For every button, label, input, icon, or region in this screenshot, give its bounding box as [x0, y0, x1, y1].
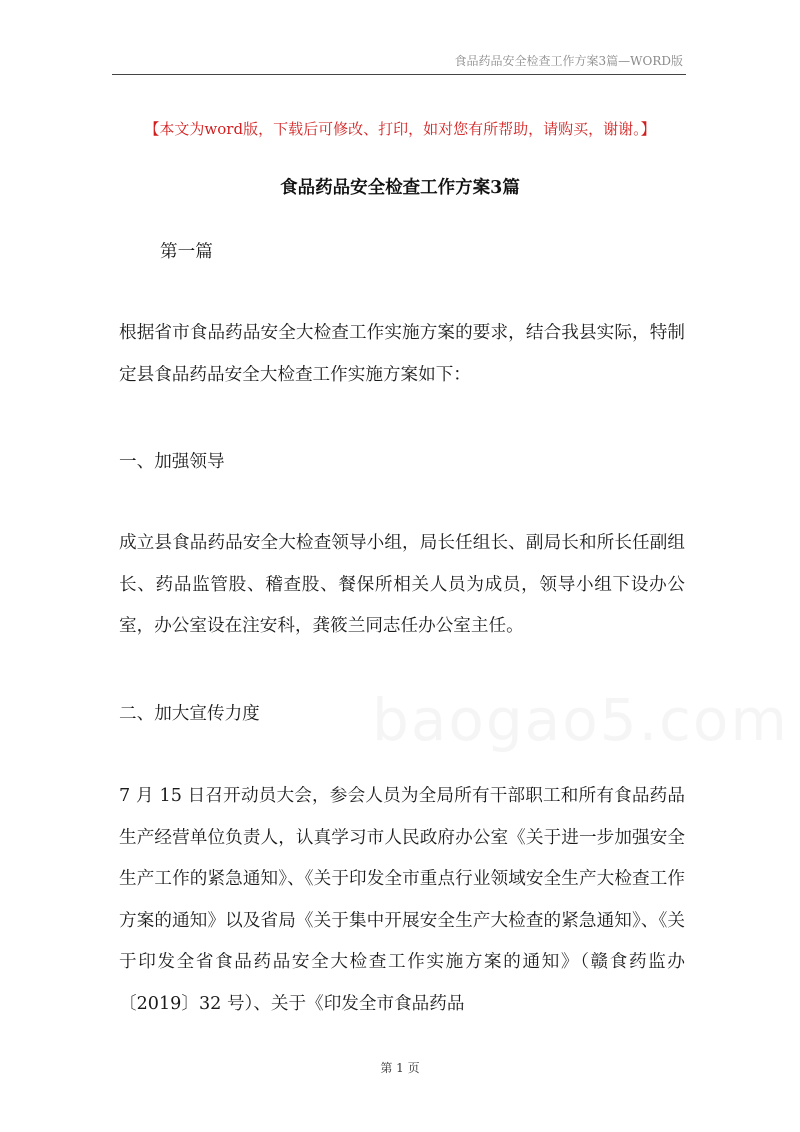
heading-strengthen-leadership: 一、加强领导: [119, 452, 225, 472]
publicity-paragraph: 7 月 15 日召开动员大会，参会人员为全局所有干部职工和所有食品药品生产经营单位负责人，认真学习市人民政府办公室《关于进一步加强安全生产工作的紧急通知》、《关于印发全市重点行业领域安全生产大检查工作方案的通知》以及省局《关于集中开展安全生产大检查的紧急通知》、《关于印发全省食品药品安全大检查工作实施方案的通知》（赣食药监办〔2019〕32 号）、关于《印发全市食品药品: [119, 786, 685, 1014]
leadership-paragraph: 成立县食品药品安全大检查领导小组，局长任组长、副局长和所长任副组长、药品监管股、稽查股、餐保所相关人员为成员，领导小组下设办公室，办公室设在注安科，龚筱兰同志任办公室主任。: [119, 533, 685, 636]
header-divider: [112, 74, 686, 75]
page-number: 第 1 页: [380, 1061, 420, 1075]
section-label-first: 第一篇: [160, 242, 213, 262]
watermark: baogao5.com: [372, 686, 789, 754]
download-notice: 【本文为word版，下载后可修改、打印，如对您有所帮助，请购买，谢谢。】: [144, 120, 656, 138]
document-title: 食品药品安全检查工作方案3篇: [280, 178, 520, 198]
page-header: 食品药品安全检查工作方案3篇—WORD版: [454, 54, 683, 68]
heading-publicity: 二、加大宣传力度: [119, 704, 260, 724]
intro-paragraph: 根据省市食品药品安全大检查工作实施方案的要求，结合我县实际，特制定县食品药品安全大检查工作实施方案如下：: [119, 323, 685, 385]
